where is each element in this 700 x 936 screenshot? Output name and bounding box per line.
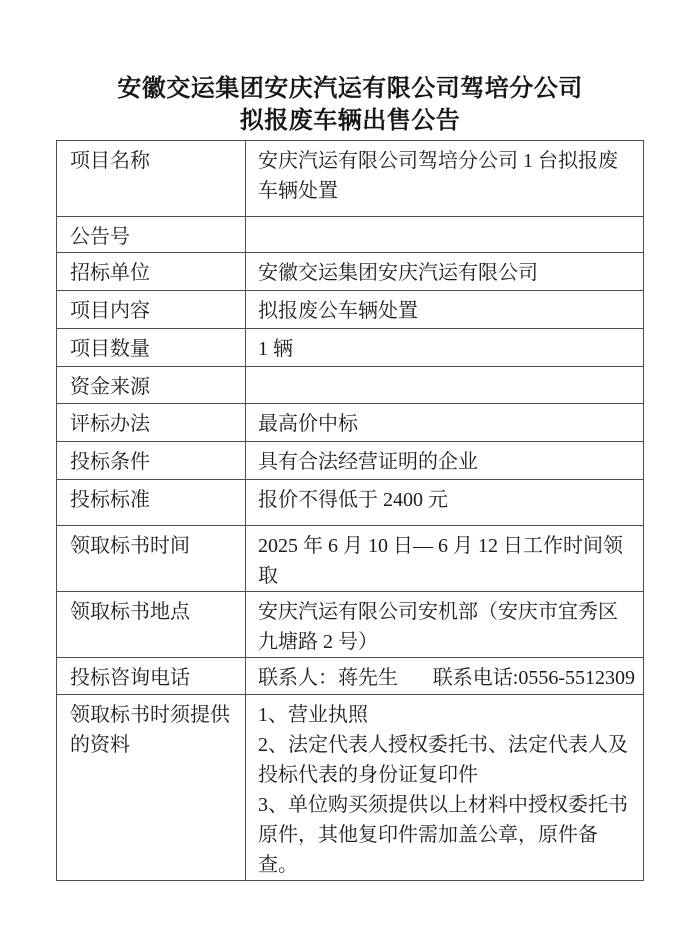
row-label: 项目名称 xyxy=(57,141,246,217)
row-value: 具有合法经营证明的企业 xyxy=(246,442,644,480)
row-label: 领取标书时间 xyxy=(57,526,246,592)
table-row xyxy=(57,253,644,291)
title-line-2: 拟报废车辆出售公告 xyxy=(239,108,461,134)
row-value: 最高价中标 xyxy=(246,404,644,442)
row-value: 安庆汽运有限公司驾培分公司 1 台拟报废车辆处置 xyxy=(246,141,644,217)
row-label: 评标办法 xyxy=(57,404,246,442)
table-row xyxy=(57,291,644,329)
table-row xyxy=(57,217,644,253)
table-row xyxy=(57,658,644,695)
table-row xyxy=(57,442,644,480)
row-label: 投标标准 xyxy=(57,480,246,526)
table-row xyxy=(57,695,644,881)
table-row xyxy=(57,526,644,592)
row-label: 投标咨询电话 xyxy=(57,658,246,695)
row-value: 拟报废公车辆处置 xyxy=(246,291,644,329)
table-row xyxy=(57,480,644,526)
materials-item-3: 3、单位购买须提供以上材料中授权委托书原件，其他复印件需加盖公章，原件备查。 xyxy=(258,794,628,876)
row-value: 安徽交运集团安庆汽运有限公司 xyxy=(246,253,644,291)
row-label: 招标单位 xyxy=(57,253,246,291)
row-value: 报价不得低于 2400 元 xyxy=(246,480,644,526)
contact-line xyxy=(258,663,635,693)
row-label: 资金来源 xyxy=(57,367,246,404)
document xyxy=(56,73,644,881)
row-value: 2025 年 6 月 10 日— 6 月 12 日工作时间领取 xyxy=(246,526,644,592)
materials-item-2: 2、法定代表人授权委托书、法定代表人及投标代表的身份证复印件 xyxy=(258,734,628,786)
row-value xyxy=(246,367,644,404)
row-value: 安庆汽运有限公司安机部（安庆市宜秀区九塘路 2 号） xyxy=(246,592,644,658)
row-value xyxy=(246,217,644,253)
notice-table xyxy=(56,140,644,881)
row-value xyxy=(246,695,644,881)
row-label: 公告号 xyxy=(57,217,246,253)
row-label: 项目内容 xyxy=(57,291,246,329)
document-title xyxy=(56,73,644,137)
materials-item-1: 1、营业执照 xyxy=(258,704,368,726)
contact-phone: 联系电话:0556-5512309 xyxy=(432,667,635,689)
row-label: 领取标书地点 xyxy=(57,592,246,658)
table-row xyxy=(57,141,644,217)
title-line-1: 安徽交运集团安庆汽运有限公司驾培分公司 xyxy=(117,76,583,102)
row-label: 投标条件 xyxy=(57,442,246,480)
row-label: 领取标书时须提供的资料 xyxy=(57,695,246,881)
table-row xyxy=(57,367,644,404)
row-value xyxy=(246,658,644,695)
table-row xyxy=(57,592,644,658)
contact-person: 联系人：蒋先生 xyxy=(258,667,398,689)
table-row xyxy=(57,404,644,442)
row-label: 项目数量 xyxy=(57,329,246,367)
table-row xyxy=(57,329,644,367)
row-value: 1 辆 xyxy=(246,329,644,367)
